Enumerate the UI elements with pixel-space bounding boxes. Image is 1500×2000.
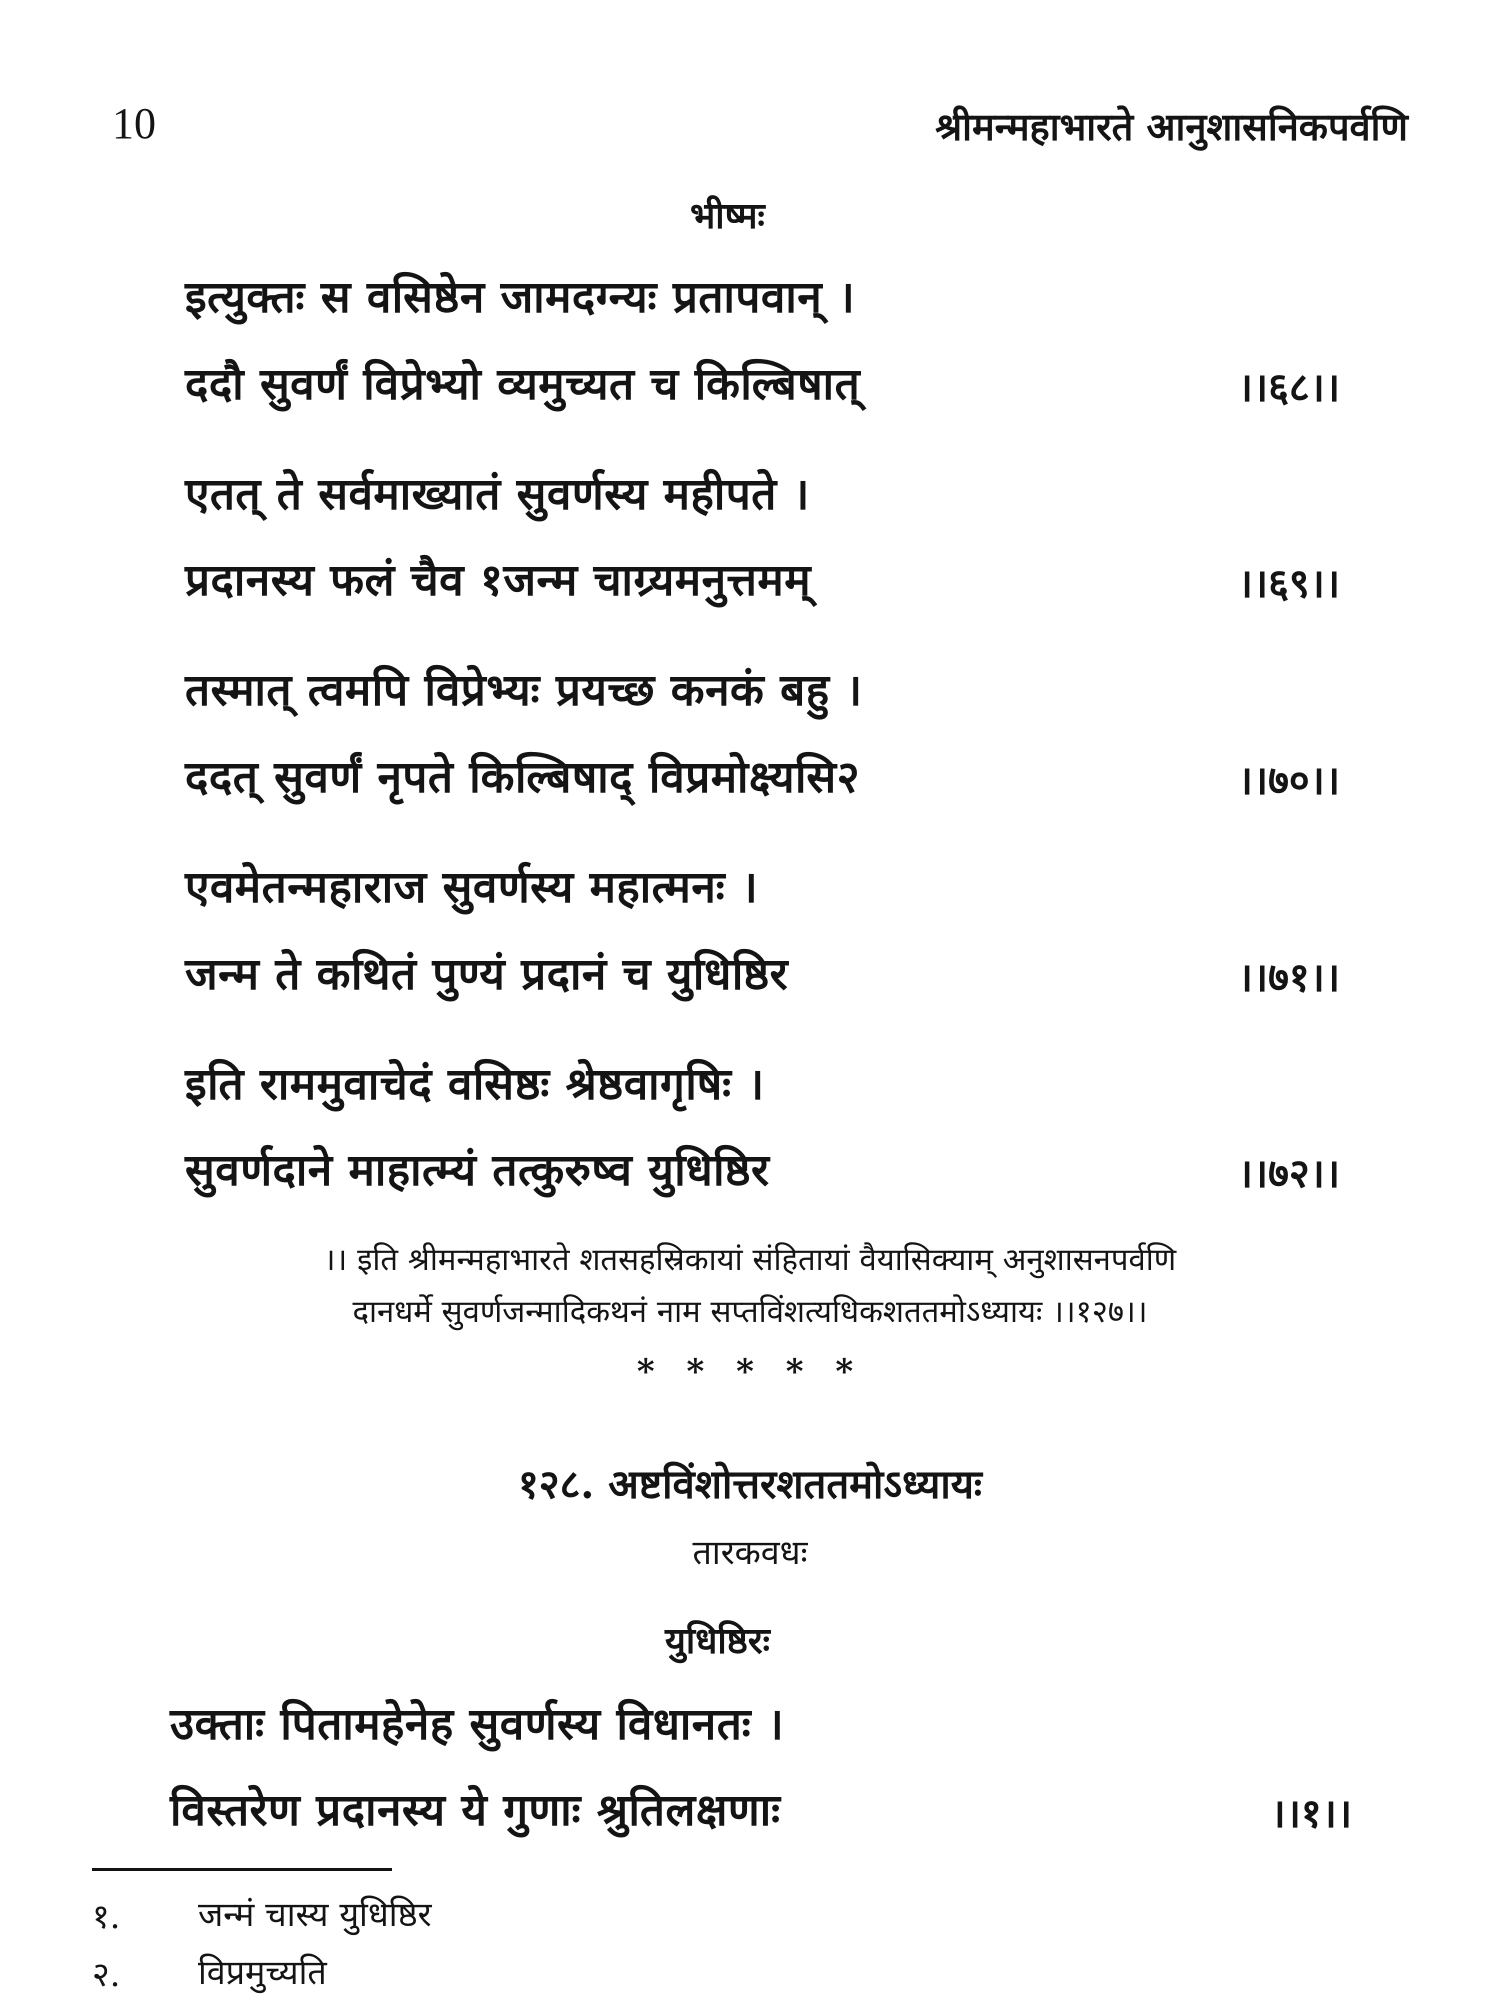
verse-1-line1: उक्ताः पितामहेनेह सुवर्णस्य विधानतः । xyxy=(170,1699,785,1750)
footnote-1-number: १. xyxy=(92,1897,121,1937)
verse-72-line2: सुवर्णदाने माहात्म्यं तत्कुरुष्व युधिष्ठिर xyxy=(185,1145,770,1196)
speaker-bhishma: भीष्मः xyxy=(690,195,765,237)
verse-70-line1: तस्मात् त्वमपि विप्रेभ्यः प्रयच्छ कनकं बहु । xyxy=(185,665,863,716)
footnote-2-number: २. xyxy=(92,1955,121,1995)
footnote-1-text: जन्मं चास्य युधिष्ठिर xyxy=(198,1895,432,1935)
chapter-heading: १२८. अष्टविंशोत्तरशततमोऽध्यायः xyxy=(518,1461,982,1508)
verse-number-1: ।।१।। xyxy=(1270,1790,1352,1837)
verse-68-line1: इत्युक्तः स वसिष्ठेन जामदग्न्यः प्रतापवान् । xyxy=(185,272,856,323)
footnote-2-text: विप्रमुच्यति xyxy=(198,1953,327,1993)
verse-number-72: ।।७२।। xyxy=(1237,1150,1340,1197)
verse-71-line1: एवमेतन्महाराज सुवर्णस्य महात्मनः । xyxy=(185,862,759,913)
verse-number-68: ।।६८।। xyxy=(1237,364,1340,411)
colophon-line1: ।। इति श्रीमन्महाभारते शतसहस्रिकायां संहितायां वैयासिक्याम् अनुशासनपर्वणि xyxy=(323,1242,1177,1278)
colophon-line2: दानधर्मे सुवर्णजन्मादिकथनं नाम सप्तविंशत्यधिकशततमोऽध्यायः ।।१२७।। xyxy=(352,1294,1148,1330)
verse-68-line2: ददौ सुवर्णं विप्रेभ्यो व्यमुच्यत च किल्बिषात् xyxy=(185,359,861,410)
verse-69-line2: प्रदानस्य फलं चैव १जन्म चाग्र्यमनुत्तमम् xyxy=(185,555,812,606)
page-number: 10 xyxy=(112,99,156,148)
verse-72-line1: इति राममुवाचेदं वसिष्ठः श्रेष्ठवागृषिः । xyxy=(185,1059,765,1110)
footnote-rule xyxy=(92,1868,392,1871)
speaker-yudhishthira: युधिष्ठिरः xyxy=(665,1620,770,1662)
verse-69-line1: एतत् ते सर्वमाख्यातं सुवर्णस्य महीपते । xyxy=(185,469,810,520)
verse-71-line2: जन्म ते कथितं पुण्यं प्रदानं च युधिष्ठिर xyxy=(185,949,789,1000)
verse-number-69: ।।६९।। xyxy=(1237,560,1340,607)
verse-number-71: ।।७१।। xyxy=(1237,954,1340,1001)
running-title: श्रीमन्महाभारते आनुशासनिकपर्वणि xyxy=(935,104,1408,149)
section-divider-stars: * * * * * xyxy=(636,1352,864,1392)
verse-70-line2: ददत् सुवर्णं नृपते किल्बिषाद् विप्रमोक्ष्यसि२ xyxy=(185,752,861,803)
verse-1-line2: विस्तरेण प्रदानस्य ये गुणाः श्रुतिलक्षणाः xyxy=(170,1785,781,1836)
chapter-subtitle: तारकवधः xyxy=(692,1533,808,1573)
verse-number-70: ।।७०।। xyxy=(1237,757,1340,804)
